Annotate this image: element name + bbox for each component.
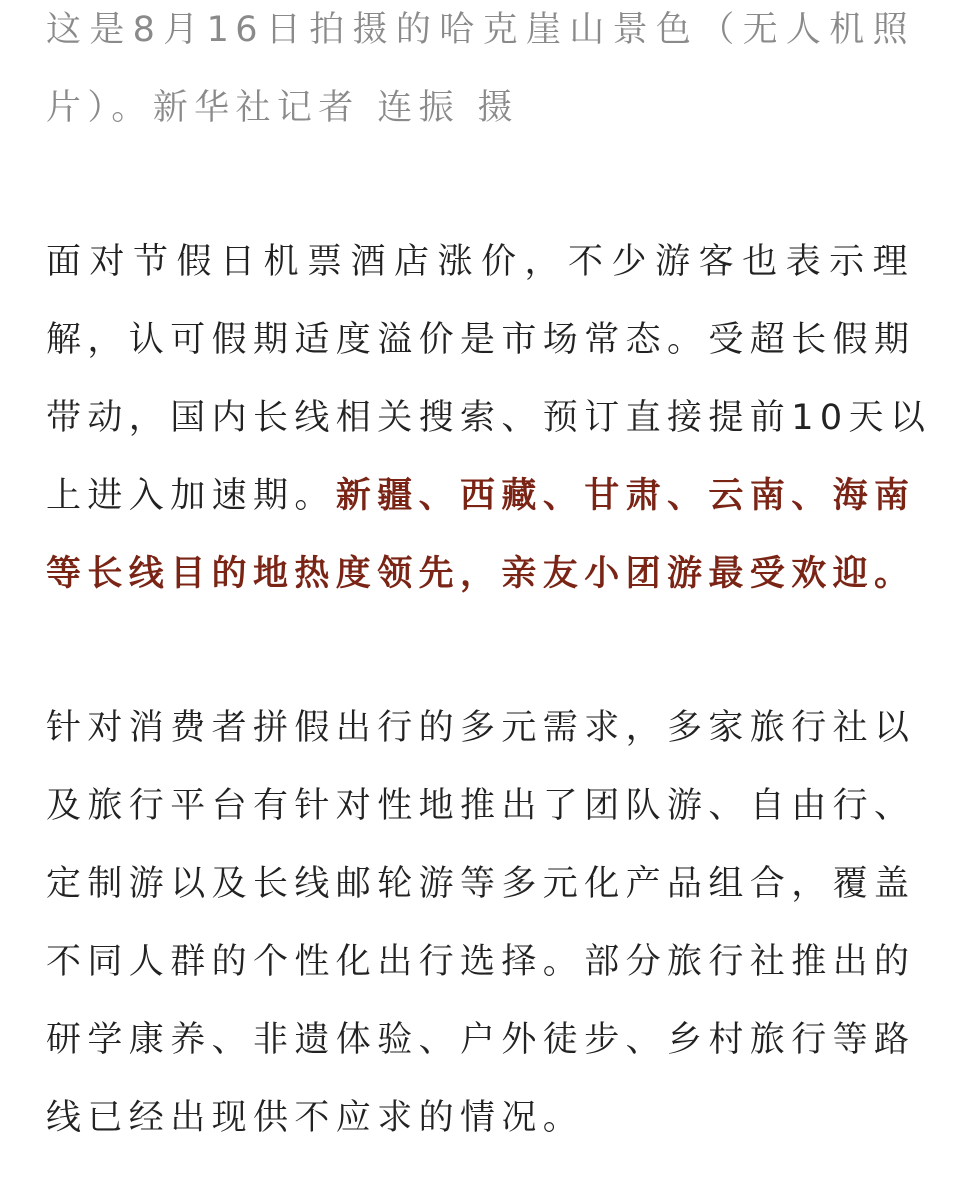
paragraph-line: 及旅行平台有针对性地推出了团队游、自由行、 [46,786,916,826]
paragraph-line: 面对节假日机票酒店涨价，不少游客也表示理 [46,242,914,282]
paragraph-line: 定制游以及长线邮轮游等多元化产品组合，覆盖 [46,864,916,904]
highlighted-text: 新疆、西藏、甘肃、云南、海南 [335,476,916,516]
paragraph-line: 不同人群的个性化出行选择。部分旅行社推出的 [46,942,916,982]
caption-line: 片）。新华社记者 连振 摄 [46,88,519,128]
paragraph-line: 线已经出现供不应求的情况。 [46,1098,585,1138]
paragraph-line: 带动，国内长线相关搜索、预订直接提前10天以 [46,398,932,438]
paragraph-line: 解，认可假期适度溢价是市场常态。受超长假期 [46,320,916,360]
paragraph-line: 针对消费者拼假出行的多元需求，多家旅行社以 [46,708,916,748]
plain-text: 上进入加速期。 [46,476,336,516]
paragraph-line: 研学康养、非遗体验、户外徒步、乡村旅行等路 [46,1020,916,1060]
paragraph-line [46,472,914,520]
caption-line: 这是8月16日拍摄的哈克崖山景色（无人机照 [46,10,914,50]
highlighted-text: 等长线目的地热度领先，亲友小团游最受欢迎。 [46,554,916,594]
